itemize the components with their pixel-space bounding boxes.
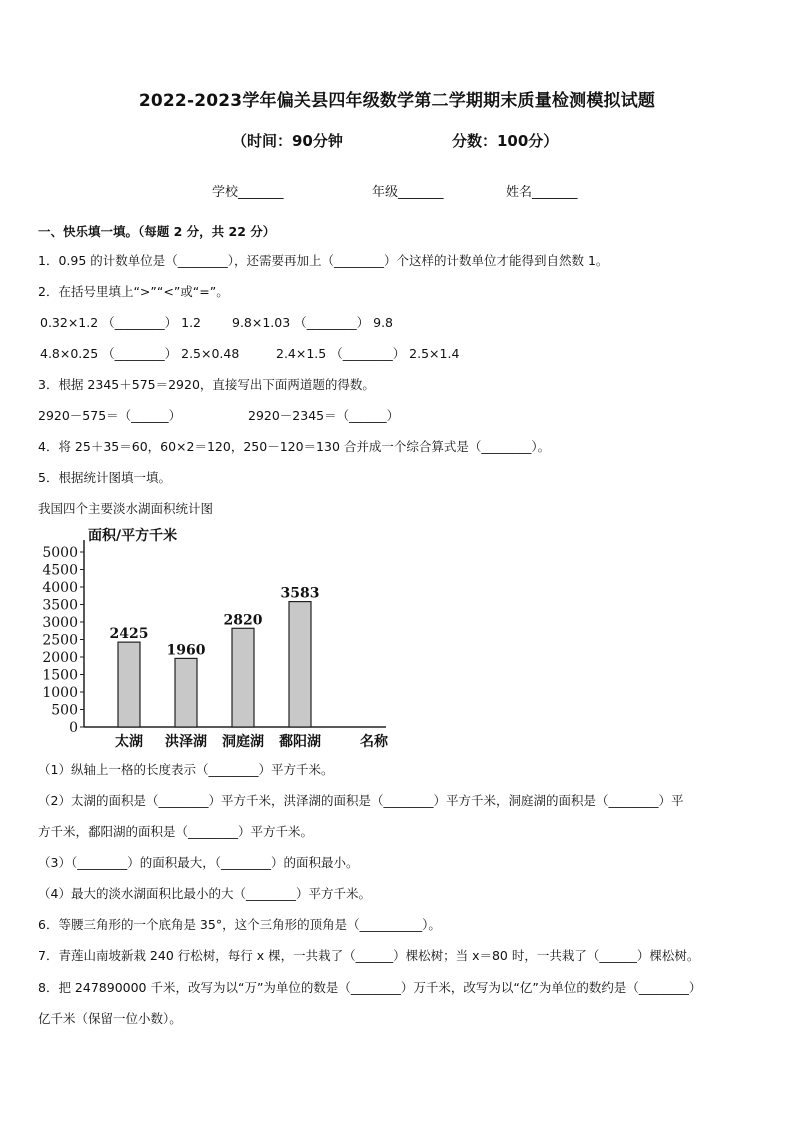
question-2-d: 2.4×1.5 （________） 2.5×1.4: [276, 346, 460, 361]
bar: [175, 658, 197, 727]
y-tick-label: 0: [69, 720, 78, 736]
y-tick-label: 5000: [42, 545, 78, 561]
data-label: 2820: [223, 612, 263, 629]
question-8a: 8．把 247890000 千米，改写为以“万”为单位的数是（________）万千米，改写为以“亿”为单位的数约是（________）: [38, 980, 702, 995]
y-tick-label: 3000: [42, 615, 78, 631]
name-field[interactable]: 姓名_______: [506, 185, 578, 200]
section-heading: 一、快乐填一填。（每题 2 分，共 22 分）: [38, 224, 276, 239]
question-4: 4．将 25＋35＝60，60×2＝120，250－120＝130 合并成一个综合算式是（________）。: [38, 439, 551, 454]
question-6: 6．等腰三角形的一个底角是 35°，这个三角形的顶角是（__________）。: [38, 917, 441, 932]
chart-caption: 我国四个主要淡水湖面积统计图: [38, 501, 214, 516]
bar: [118, 642, 140, 727]
question-5-2a: （2）太湖的面积是（________）平方千米，洪泽湖的面积是（________）平方千米，洞庭湖的面积是（________）平: [38, 793, 684, 808]
school-field[interactable]: 学校_______: [212, 185, 284, 200]
question-2-c: 4.8×0.25 （________） 2.5×0.48: [40, 346, 240, 361]
question-3-b: 2920－2345＝（______）: [248, 408, 400, 423]
y-tick-label: 1000: [42, 685, 78, 701]
data-label: 1960: [166, 642, 206, 659]
x-axis-label: 名称: [360, 734, 388, 750]
question-2: 2．在括号里填上“>”“<”或“=”。: [38, 284, 229, 299]
category-label: 洞庭湖: [222, 734, 264, 750]
question-5-4: （4）最大的淡水湖面积比最小的大（________）平方千米。: [38, 886, 371, 901]
bar: [232, 628, 254, 727]
data-label: 3583: [280, 585, 320, 602]
question-7: 7．青莲山南坡新栽 240 行松树，每行 x 棵，一共栽了（______）棵松树；当 x＝80 时，一共栽了（______）棵松树。: [38, 948, 700, 963]
bar: [289, 602, 311, 727]
data-label: 2425: [109, 626, 149, 643]
y-tick-label: 4500: [42, 562, 78, 579]
question-5-3: （3）（________）的面积最大，（________）的面积最小。: [38, 855, 359, 870]
y-tick-label: 1500: [42, 667, 78, 684]
category-label: 洪泽湖: [165, 734, 207, 750]
question-5-2b: 方千米，鄱阳湖的面积是（________）平方千米。: [38, 824, 314, 839]
question-5-1: （1）纵轴上一格的长度表示（________）平方千米。: [38, 762, 334, 777]
question-3: 3．根据 2345＋575＝2920，直接写出下面两道题的得数。: [38, 377, 375, 392]
question-8b: 亿千米（保留一位小数）。: [38, 1011, 182, 1026]
question-1: 1．0.95 的计数单位是（________），还需要再加上（________）个这样的计数单位才能得到自然数 1。: [38, 253, 609, 268]
category-label: 太湖: [115, 734, 143, 750]
y-tick-label: 500: [51, 702, 78, 719]
question-2-b: 9.8×1.03 （________） 9.8: [232, 315, 394, 330]
grade-field[interactable]: 年级_______: [372, 185, 444, 200]
y-tick-label: 2000: [42, 650, 78, 666]
y-tick-label: 2500: [42, 632, 78, 649]
category-label: 鄱阳湖: [279, 734, 321, 750]
page-title: 2022-2023学年偏关县四年级数学第二学期期末质量检测模拟试题: [138, 91, 656, 111]
y-tick-label: 4000: [42, 580, 78, 596]
question-2-a: 0.32×1.2 （________） 1.2: [40, 315, 202, 330]
lake-area-bar-chart: [36, 522, 396, 752]
y-axis-label: 面积/平方千米: [88, 528, 178, 544]
y-tick-label: 3500: [42, 597, 78, 614]
exam-score: 分数：100分）: [452, 132, 559, 150]
question-5: 5．根据统计图填一填。: [38, 470, 171, 485]
exam-time: （时间：90分钟: [232, 132, 343, 150]
question-3-a: 2920－575＝（______）: [38, 408, 182, 423]
